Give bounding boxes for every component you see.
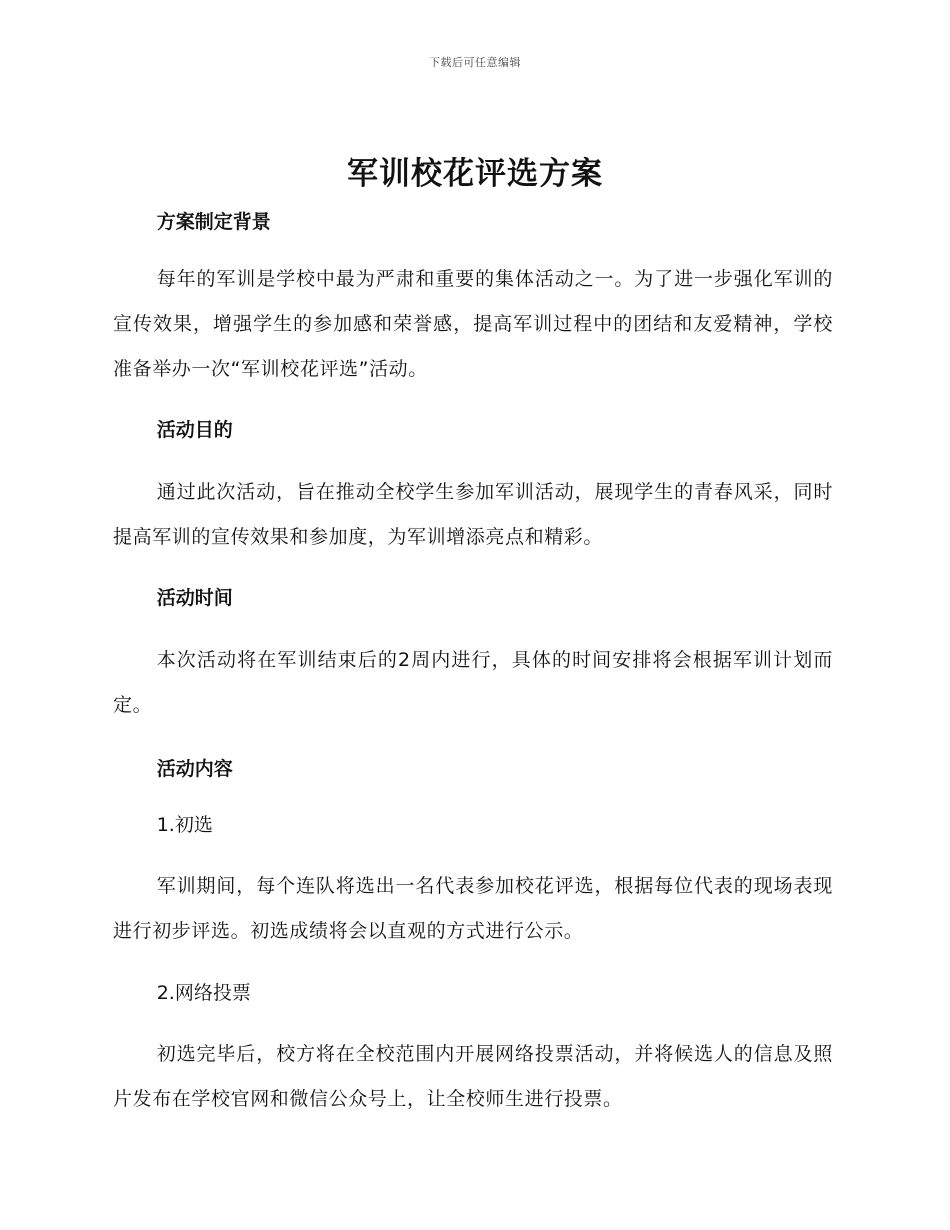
section-heading-purpose: 活动目的 — [156, 419, 233, 441]
section-heading-background: 方案制定背景 — [156, 211, 271, 233]
paragraph-time: 本次活动将在军训结束后的2周内进行，具体的时间安排将会根据军训计划而定。 — [113, 649, 833, 716]
subheading-online-voting: 2.网络投票 — [156, 982, 251, 1004]
paragraph-background: 每年的军训是学校中最为严肃和重要的集体活动之一。为了进一步强化军训的宣传效果，增强学生的参加感和荣誉感，提高军训过程中的团结和友爱精神，学校准备举办一次“军训校花评选”活动。 — [113, 268, 833, 380]
page-header-note: 下载后可任意编辑 — [429, 56, 521, 69]
section-heading-time: 活动时间 — [156, 587, 233, 609]
subheading-preliminary: 1.初选 — [156, 814, 213, 836]
document-title: 军训校花评选方案 — [347, 156, 603, 192]
paragraph-purpose: 通过此次活动，旨在推动全校学生参加军训活动，展现学生的青春风采，同时提高军训的宣传效果和参加度，为军训增添亮点和精彩。 — [113, 481, 833, 548]
paragraph-online-voting: 初选完毕后，校方将在全校范围内开展网络投票活动，并将候选人的信息及照片发布在学校官网和微信公众号上，让全校师生进行投票。 — [113, 1043, 833, 1110]
section-heading-content: 活动内容 — [156, 758, 233, 780]
paragraph-preliminary: 军训期间，每个连队将选出一名代表参加校花评选，根据每位代表的现场表现进行初步评选。初选成绩将会以直观的方式进行公示。 — [113, 875, 833, 942]
document-body — [113, 205, 833, 1122]
